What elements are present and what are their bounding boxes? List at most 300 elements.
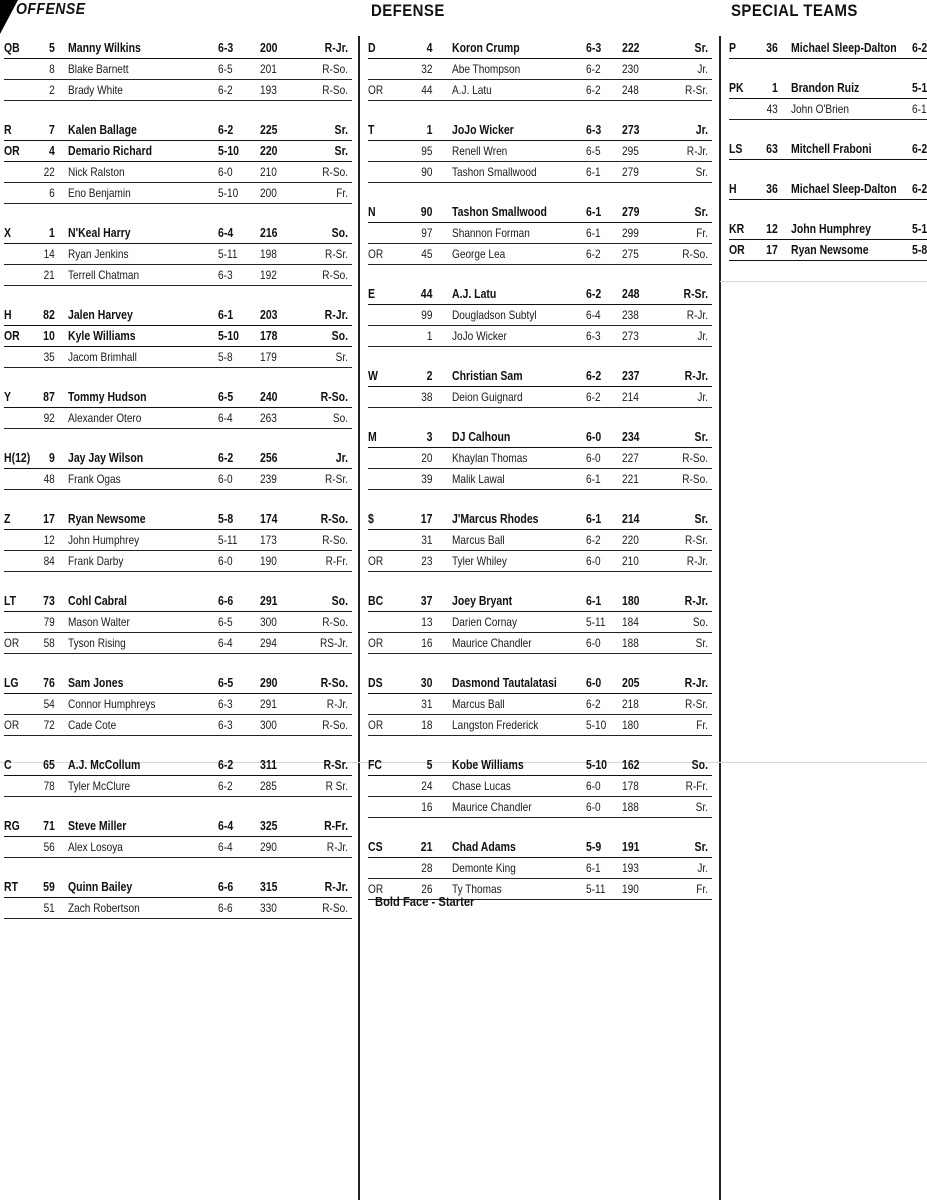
player-wt: 216 xyxy=(260,226,278,240)
starter-row xyxy=(4,326,352,347)
player-ht: 6-0 xyxy=(586,800,601,814)
player-wt: 178 xyxy=(260,329,278,343)
reserve-row xyxy=(368,59,712,80)
player-pos: BC xyxy=(368,594,384,608)
player-ht: 5-8 xyxy=(912,243,927,257)
player-num: 28 xyxy=(421,861,433,875)
player-cls: Jr. xyxy=(697,62,708,76)
player-wt: 256 xyxy=(260,451,278,465)
player-pos: M xyxy=(368,430,377,444)
player-ht: 6-4 xyxy=(218,819,234,833)
player-num: 65 xyxy=(43,758,55,772)
starter-row xyxy=(729,78,927,99)
player-pos: E xyxy=(368,287,376,301)
player-pos: D xyxy=(368,41,376,55)
player-num: 32 xyxy=(421,62,433,76)
player-pos: KR xyxy=(729,222,745,236)
player-ht: 5-11 xyxy=(586,882,606,896)
player-name: Maurice Chandler xyxy=(452,636,532,650)
player-cls: Sr. xyxy=(335,350,348,364)
player-ht: 6-0 xyxy=(586,430,602,444)
player-ht: 6-2 xyxy=(586,287,602,301)
player-cls: R-Sr. xyxy=(685,533,708,547)
player-ht: 6-0 xyxy=(586,554,601,568)
starter-row xyxy=(4,141,352,162)
player-pos: OR xyxy=(368,83,384,97)
player-wt: 218 xyxy=(622,697,639,711)
player-ht: 6-2 xyxy=(912,182,927,196)
player-num: 3 xyxy=(426,430,433,444)
defense-depth-chart xyxy=(368,38,712,919)
player-name: Joey Bryant xyxy=(452,594,513,608)
player-wt: 238 xyxy=(622,308,639,322)
player-name: Tommy Hudson xyxy=(68,390,147,404)
player-name: Connor Humphreys xyxy=(68,697,156,711)
player-wt: 190 xyxy=(260,554,277,568)
reserve-row xyxy=(4,694,352,715)
player-num: 90 xyxy=(421,165,433,179)
player-cls: R-Jr. xyxy=(324,880,348,894)
player-name: Tyler Whiley xyxy=(452,554,507,568)
player-ht: 6-2 xyxy=(586,369,602,383)
reserve-row xyxy=(4,633,352,654)
player-name: Shannon Forman xyxy=(452,226,530,240)
position-group xyxy=(4,591,352,654)
player-num: 6 xyxy=(49,186,55,200)
player-ht: 6-1 xyxy=(218,308,234,322)
player-name: Maurice Chandler xyxy=(452,800,532,814)
starter-row xyxy=(4,120,352,141)
player-cls: Fr. xyxy=(696,226,708,240)
player-cls: R-Sr. xyxy=(685,83,708,97)
starter-row xyxy=(368,591,712,612)
player-cls: Sr. xyxy=(694,840,708,854)
reserve-row xyxy=(4,408,352,429)
player-name: Deion Guignard xyxy=(452,390,523,404)
player-cls: R-So. xyxy=(322,62,348,76)
player-ht: 6-2 xyxy=(218,779,233,793)
player-num: 17 xyxy=(420,512,433,526)
player-name: Nick Ralston xyxy=(68,165,125,179)
player-wt: 214 xyxy=(622,512,640,526)
player-name: JoJo Wicker xyxy=(452,123,514,137)
starter-row xyxy=(729,219,927,240)
position-group xyxy=(729,179,927,200)
player-ht: 6-4 xyxy=(586,308,601,322)
player-pos: H(12) xyxy=(4,451,31,465)
player-ht: 6-2 xyxy=(586,390,601,404)
reserve-row xyxy=(368,612,712,633)
player-name: J'Marcus Rhodes xyxy=(452,512,539,526)
player-cls: Fr. xyxy=(336,186,348,200)
special-teams-heading: SPECIAL TEAMS xyxy=(731,1,858,20)
player-num: 38 xyxy=(421,390,433,404)
player-cls: R-Jr. xyxy=(684,594,708,608)
player-ht: 5-1 xyxy=(912,81,927,95)
player-ht: 6-0 xyxy=(586,779,601,793)
player-cls: R-Fr. xyxy=(324,819,348,833)
player-num: 17 xyxy=(766,243,778,257)
player-ht: 6-0 xyxy=(586,451,601,465)
player-name: Mason Walter xyxy=(68,615,130,629)
player-name: Cohl Cabral xyxy=(68,594,127,608)
starter-row xyxy=(368,673,712,694)
player-wt: 220 xyxy=(260,144,278,158)
starter-row xyxy=(4,816,352,837)
player-wt: 234 xyxy=(622,430,640,444)
player-name: Michael Sleep-Dalton xyxy=(791,41,897,55)
player-name: Ty Thomas xyxy=(452,882,502,896)
player-cls: R-Sr. xyxy=(325,472,348,486)
reserve-row xyxy=(368,858,712,879)
player-ht: 6-4 xyxy=(218,226,234,240)
player-name: Zach Robertson xyxy=(68,901,140,915)
player-wt: 273 xyxy=(622,123,640,137)
player-wt: 291 xyxy=(260,594,278,608)
player-num: 2 xyxy=(49,83,55,97)
player-cls: R-Fr. xyxy=(685,779,708,793)
starter-row xyxy=(4,305,352,326)
player-ht: 6-2 xyxy=(218,451,234,465)
player-num: 1 xyxy=(426,123,433,137)
player-ht: 6-1 xyxy=(586,165,601,179)
player-cls: R-So. xyxy=(322,533,348,547)
reserve-row xyxy=(368,633,712,654)
starter-row xyxy=(729,38,927,59)
player-wt: 294 xyxy=(260,636,277,650)
position-group xyxy=(368,755,712,818)
player-ht: 6-2 xyxy=(586,533,601,547)
player-name: John O'Brien xyxy=(791,102,849,116)
player-wt: 263 xyxy=(260,411,277,425)
player-ht: 6-2 xyxy=(586,83,601,97)
player-cls: So. xyxy=(332,411,348,425)
player-wt: 188 xyxy=(622,636,639,650)
player-wt: 300 xyxy=(260,615,277,629)
reserve-row xyxy=(4,347,352,368)
reserve-row xyxy=(368,326,712,347)
player-wt: 299 xyxy=(622,226,639,240)
player-wt: 184 xyxy=(622,615,639,629)
player-wt: 330 xyxy=(260,901,277,915)
starter-row xyxy=(368,202,712,223)
position-group xyxy=(368,427,712,490)
player-num: 56 xyxy=(43,840,55,854)
player-num: 87 xyxy=(43,390,55,404)
player-wt: 192 xyxy=(260,268,277,282)
player-cls: So. xyxy=(331,329,348,343)
reserve-row xyxy=(4,776,352,797)
reserve-row xyxy=(368,80,712,101)
player-wt: 201 xyxy=(260,62,277,76)
player-pos: P xyxy=(729,41,737,55)
player-wt: 214 xyxy=(622,390,639,404)
player-wt: 230 xyxy=(622,62,639,76)
player-ht: 6-3 xyxy=(586,41,602,55)
player-cls: R-Jr. xyxy=(324,308,348,322)
player-num: 73 xyxy=(43,594,55,608)
player-wt: 315 xyxy=(260,880,278,894)
position-group xyxy=(368,673,712,736)
player-num: 99 xyxy=(421,308,433,322)
player-ht: 6-1 xyxy=(586,205,602,219)
reserve-row xyxy=(368,776,712,797)
player-num: 8 xyxy=(49,62,55,76)
player-wt: 291 xyxy=(260,697,277,711)
starter-row xyxy=(4,509,352,530)
player-wt: 275 xyxy=(622,247,639,261)
player-name: Marcus Ball xyxy=(452,697,505,711)
player-ht: 5-11 xyxy=(586,615,606,629)
player-name: Cade Cote xyxy=(68,718,117,732)
player-ht: 6-6 xyxy=(218,594,234,608)
starter-row xyxy=(368,427,712,448)
player-cls: R-So. xyxy=(682,472,708,486)
player-wt: 180 xyxy=(622,718,639,732)
player-pos: OR xyxy=(4,329,20,343)
starter-row xyxy=(729,179,927,200)
player-num: 1 xyxy=(48,226,55,240)
player-name: Terrell Chatman xyxy=(68,268,140,282)
player-pos: DS xyxy=(368,676,383,690)
column-divider-left xyxy=(358,36,360,1200)
player-wt: 290 xyxy=(260,676,278,690)
player-ht: 6-1 xyxy=(586,226,601,240)
player-wt: 200 xyxy=(260,41,278,55)
player-name: George Lea xyxy=(452,247,506,261)
player-name: Frank Ogas xyxy=(68,472,121,486)
player-cls: Fr. xyxy=(696,882,708,896)
player-pos: H xyxy=(4,308,12,322)
player-ht: 5-10 xyxy=(218,329,240,343)
player-ht: 6-4 xyxy=(218,840,233,854)
player-num: 58 xyxy=(43,636,55,650)
player-name: Brady White xyxy=(68,83,123,97)
player-num: 92 xyxy=(43,411,55,425)
player-ht: 5-1 xyxy=(912,222,927,236)
player-pos: OR xyxy=(368,718,384,732)
player-cls: R-So. xyxy=(322,718,348,732)
player-name: Quinn Bailey xyxy=(68,880,133,894)
reserve-row xyxy=(4,80,352,101)
player-pos: H xyxy=(729,182,737,196)
player-pos: OR xyxy=(368,554,384,568)
starter-row xyxy=(368,755,712,776)
player-wt: 174 xyxy=(260,512,278,526)
player-cls: R-So. xyxy=(682,247,708,261)
player-ht: 6-3 xyxy=(218,268,233,282)
player-ht: 6-0 xyxy=(218,472,233,486)
starter-row xyxy=(4,755,352,776)
player-num: 45 xyxy=(421,247,433,261)
player-wt: 220 xyxy=(622,533,639,547)
position-group xyxy=(4,509,352,572)
reserve-row xyxy=(4,530,352,551)
player-name: Tashon Smallwood xyxy=(452,165,537,179)
starter-row xyxy=(4,223,352,244)
player-name: Frank Darby xyxy=(68,554,124,568)
starter-row xyxy=(4,387,352,408)
player-wt: 191 xyxy=(622,840,640,854)
player-pos: Z xyxy=(4,512,11,526)
reserve-row xyxy=(4,612,352,633)
position-group xyxy=(729,38,927,59)
reserve-row xyxy=(368,141,712,162)
player-ht: 6-1 xyxy=(586,861,601,875)
reserve-row xyxy=(368,305,712,326)
player-name: A.J. McCollum xyxy=(68,758,141,772)
position-group xyxy=(4,223,352,286)
player-ht: 6-5 xyxy=(586,144,601,158)
position-group xyxy=(368,202,712,265)
player-ht: 5-8 xyxy=(218,512,234,526)
player-cls: Jr. xyxy=(695,123,708,137)
player-pos: Y xyxy=(4,390,12,404)
player-cls: R-Jr. xyxy=(684,369,708,383)
player-ht: 6-2 xyxy=(912,142,927,156)
player-cls: R-Jr. xyxy=(686,144,708,158)
player-cls: Sr. xyxy=(695,636,708,650)
player-cls: Sr. xyxy=(694,512,708,526)
player-ht: 5-8 xyxy=(218,350,233,364)
position-group xyxy=(4,448,352,490)
reserve-row xyxy=(368,223,712,244)
player-num: 48 xyxy=(43,472,55,486)
player-name: Christian Sam xyxy=(452,369,523,383)
player-ht: 6-2 xyxy=(218,123,234,137)
player-ht: 5-10 xyxy=(218,144,240,158)
player-num: 79 xyxy=(43,615,55,629)
player-pos: W xyxy=(368,369,378,383)
player-num: 12 xyxy=(43,533,55,547)
reserve-row xyxy=(4,265,352,286)
player-cls: R-So. xyxy=(320,390,348,404)
player-name: Michael Sleep-Dalton xyxy=(791,182,897,196)
player-num: 35 xyxy=(43,350,55,364)
player-num: 43 xyxy=(766,102,778,116)
player-cls: Sr. xyxy=(694,41,708,55)
player-num: 4 xyxy=(426,41,433,55)
player-num: 36 xyxy=(766,41,778,55)
player-cls: R-So. xyxy=(322,165,348,179)
reserve-row xyxy=(4,898,352,919)
player-wt: 300 xyxy=(260,718,277,732)
player-pos: N xyxy=(368,205,376,219)
player-wt: 200 xyxy=(260,186,277,200)
starter-row xyxy=(4,38,352,59)
column-divider-right xyxy=(719,36,721,1200)
player-name: Dougladson Subtyl xyxy=(452,308,537,322)
player-cls: Sr. xyxy=(334,144,348,158)
player-name: Alexander Otero xyxy=(68,411,142,425)
player-ht: 5-10 xyxy=(586,718,607,732)
player-pos: LG xyxy=(4,676,19,690)
player-pos: LT xyxy=(4,594,17,608)
player-ht: 6-0 xyxy=(586,636,601,650)
player-cls: Sr. xyxy=(695,800,708,814)
player-num: 90 xyxy=(420,205,433,219)
player-name: Demario Richard xyxy=(68,144,153,158)
player-cls: Jr. xyxy=(697,861,708,875)
player-wt: 295 xyxy=(622,144,639,158)
player-pos: OR xyxy=(4,718,20,732)
player-cls: Sr. xyxy=(694,430,708,444)
player-pos: OR xyxy=(4,636,20,650)
player-name: Dasmond Tautalatasi xyxy=(452,676,557,690)
player-name: A.J. Latu xyxy=(452,83,492,97)
offense-depth-chart xyxy=(4,38,352,938)
player-ht: 5-10 xyxy=(218,186,239,200)
player-name: Brandon Ruiz xyxy=(791,81,860,95)
position-group xyxy=(4,120,352,204)
player-num: 4 xyxy=(48,144,55,158)
player-ht: 6-3 xyxy=(218,41,234,55)
position-group xyxy=(368,509,712,572)
player-pos: X xyxy=(4,226,12,240)
player-name: Chase Lucas xyxy=(452,779,511,793)
starter-row xyxy=(4,591,352,612)
player-wt: 248 xyxy=(622,287,640,301)
player-ht: 6-3 xyxy=(218,718,233,732)
player-name: Darien Cornay xyxy=(452,615,517,629)
player-ht: 6-3 xyxy=(218,697,233,711)
player-wt: 193 xyxy=(622,861,639,875)
position-group xyxy=(368,120,712,183)
player-wt: 248 xyxy=(622,83,639,97)
player-num: 31 xyxy=(421,697,433,711)
starter-row xyxy=(4,448,352,469)
player-cls: So. xyxy=(331,226,348,240)
defense-heading: DEFENSE xyxy=(371,1,445,20)
position-group xyxy=(368,366,712,408)
player-ht: 6-2 xyxy=(912,41,927,55)
player-name: N'Keal Harry xyxy=(68,226,131,240)
player-name: Abe Thompson xyxy=(452,62,521,76)
player-cls: R-Sr. xyxy=(323,758,348,772)
player-name: Alex Losoya xyxy=(68,840,123,854)
position-group xyxy=(4,816,352,858)
reserve-row xyxy=(4,837,352,858)
player-name: John Humphrey xyxy=(68,533,140,547)
player-wt: 237 xyxy=(622,369,640,383)
player-cls: R-So. xyxy=(322,615,348,629)
player-wt: 210 xyxy=(622,554,639,568)
reserve-row xyxy=(368,530,712,551)
player-num: 21 xyxy=(43,268,55,282)
position-group xyxy=(4,38,352,101)
player-wt: 239 xyxy=(260,472,277,486)
reserve-row xyxy=(368,694,712,715)
player-num: 63 xyxy=(766,142,778,156)
player-cls: R-So. xyxy=(320,512,348,526)
player-cls: R-Sr. xyxy=(685,697,708,711)
player-name: Malik Lawal xyxy=(452,472,505,486)
player-pos: FC xyxy=(368,758,383,772)
player-name: Eno Benjamin xyxy=(68,186,131,200)
reserve-row xyxy=(729,99,927,120)
position-group xyxy=(368,38,712,101)
player-cls: R-Jr. xyxy=(684,676,708,690)
player-ht: 6-5 xyxy=(218,615,233,629)
player-ht: 6-5 xyxy=(218,676,234,690)
player-num: 76 xyxy=(43,676,55,690)
player-num: 36 xyxy=(766,182,778,196)
reserve-row xyxy=(368,715,712,736)
player-name: Chad Adams xyxy=(452,840,516,854)
player-ht: 6-2 xyxy=(218,758,234,772)
player-num: 72 xyxy=(43,718,55,732)
special-teams-depth-chart xyxy=(729,38,927,280)
